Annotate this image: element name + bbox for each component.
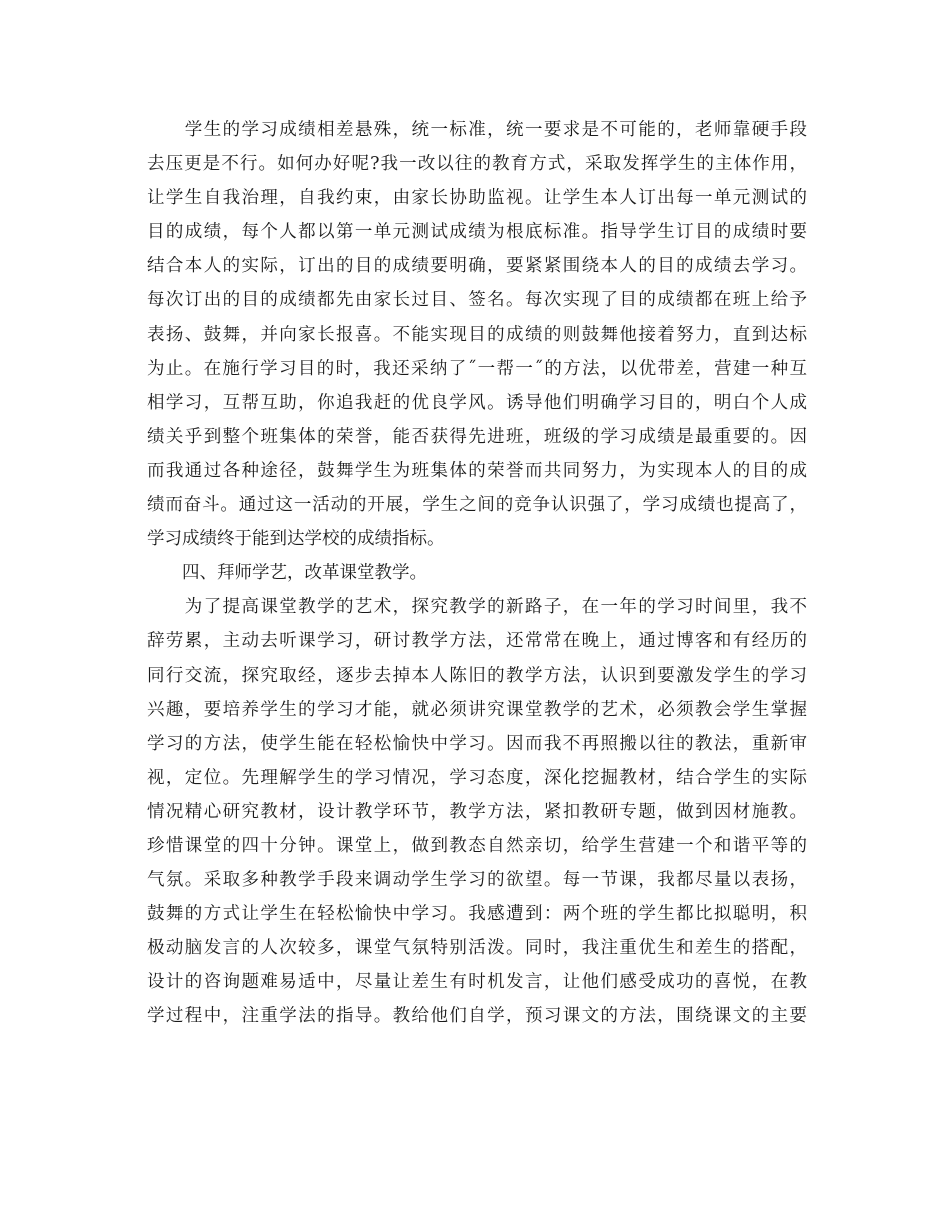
section-heading: 四、拜师学艺，改革课堂教学。 (147, 563, 427, 584)
text-line: 为了提高课堂教学的艺术，探究教学的新路子，在一年的学习时间里，我不 (147, 597, 807, 618)
text-line: 视，定位。先理解学生的学习情况，学习态度，深化挖掘教材，结合学生的实际 (147, 767, 807, 788)
text-line: 极动脑发言的人次较多，课堂气氛特别活泼。同时，我注重优生和差生的搭配， (147, 938, 807, 959)
text-line: 珍惜课堂的四十分钟。课堂上，做到教态自然亲切，给学生营建一个和谐平等的 (147, 835, 807, 856)
text-line: 学生的学习成绩相差悬殊，统一标准，统一要求是不可能的，老师靠硬手段 (147, 120, 807, 140)
text-line: 为止。在施行学习目的时，我还采纳了˝一帮一˝的方法，以优带差，营建一种互 (147, 358, 807, 379)
text-line: 而我通过各种途径，鼓舞学生为班集体的荣誉而共同努力，为实现本人的目的成 (147, 460, 807, 481)
document-body (147, 113, 807, 1034)
text-line: 设计的咨询题难易适中，尽量让差生有时机发言，让他们感受成功的喜悦，在教 (147, 972, 807, 993)
text-line: 表扬、鼓舞，并向家长报喜。不能实现目的成绩的则鼓舞他接着努力，直到达标 (147, 324, 807, 345)
text-line: 每次订出的目的成绩都先由家长过目、签名。每次实现了目的成绩都在班上给予 (147, 290, 807, 311)
text-line: 同行交流，探究取经，逐步去掉本人陈旧的教学方法，认识到要激发学生的学习 (147, 665, 807, 686)
text-line: 情况精心研究教材，设计教学环节，教学方法，紧扣教研专题，做到因材施教。 (147, 801, 807, 822)
text-line: 兴趣，要培养学生的学习才能，就必须讲究课堂教学的艺术，必须教会学生掌握 (147, 699, 807, 720)
text-line: 辞劳累，主动去听课学习，研讨教学方法，还常常在晚上，通过博客和有经历的 (147, 631, 807, 652)
text-line: 目的成绩，每个人都以第一单元测试成绩为根底标准。指导学生订目的成绩时要 (147, 222, 807, 243)
text-line: 气氛。采取多种教学手段来调动学生学习的欲望。每一节课，我都尽量以表扬， (147, 870, 807, 891)
text-line: 让学生自我治理，自我约束，由家长协助监视。让学生本人订出每一单元测试的 (147, 188, 807, 209)
text-line: 学习的方法，使学生能在轻松愉快中学习。因而我不再照搬以往的教法，重新审 (147, 733, 807, 754)
text-line: 学习成绩终于能到达学校的成绩指标。 (147, 529, 445, 550)
text-line: 结合本人的实际，订出的目的成绩要明确，要紧紧围绕本人的目的成绩去学习。 (147, 256, 807, 277)
text-line: 鼓舞的方式让学生在轻松愉快中学习。我感遭到：两个班的学生都比拟聪明，积 (147, 904, 807, 925)
text-line: 去压更是不行。如何办好呢?我一改以往的教育方式，采取发挥学生的主体作用， (147, 154, 807, 175)
text-line: 绩而奋斗。通过这一活动的开展，学生之间的竞争认识强了，学习成绩也提高了， (147, 495, 807, 516)
text-line: 绩关乎到整个班集体的荣誉，能否获得先进班，班级的学习成绩是最重要的。因 (147, 426, 807, 447)
text-line: 学过程中，注重学法的指导。教给他们自学，预习课文的方法，围绕课文的主要 (147, 1006, 807, 1027)
text-line: 相学习，互帮互助，你追我赶的优良学风。诱导他们明确学习目的，明白个人成 (147, 392, 807, 413)
